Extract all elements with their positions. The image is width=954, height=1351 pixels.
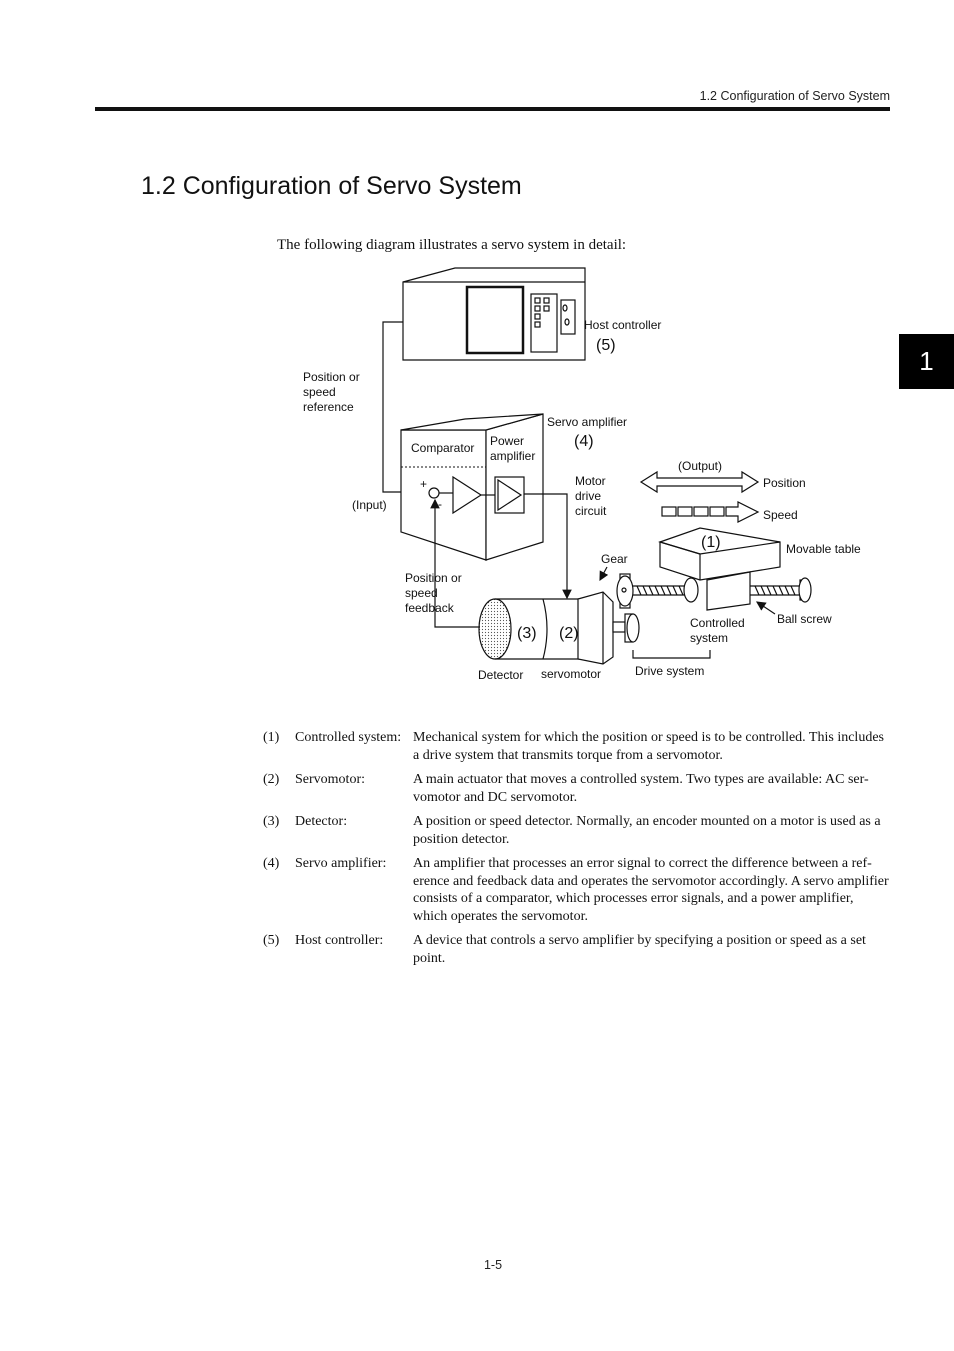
servo-amplifier-number: (4)	[574, 433, 594, 450]
host-controller-number: (5)	[596, 337, 616, 354]
definition-row	[263, 855, 890, 925]
position-label: Position	[763, 476, 806, 490]
definition-description: An amplifier that processes an error signal to correct the difference between a ref-erence and feedback data and operates the servomotor accordingly. A servo amplifier consists of a comparator, which processes error signals, and a power amplifier, which operates the servomotor.	[413, 856, 889, 924]
plus-sign: +	[420, 477, 428, 491]
host-controller-unit	[403, 268, 585, 360]
reference-label-line3: reference	[303, 400, 354, 414]
servo-system-diagram	[295, 262, 885, 692]
definition-description: A position or speed detector. Normally, an encoder mounted on a motor is used as a position detector.	[413, 814, 881, 847]
drive-system-label: Drive system	[635, 664, 705, 678]
input-label: (Input)	[352, 498, 387, 512]
feedback-label-line1: Position or	[405, 571, 462, 585]
motor-drive-label-line2: drive	[575, 489, 602, 503]
definition-number: (1)	[263, 730, 280, 745]
power-amplifier-label-line2: amplifier	[490, 449, 536, 463]
definition-number: (4)	[263, 856, 280, 871]
motor-drive-label-line3: circuit	[575, 504, 607, 518]
running-header: 1.2 Configuration of Servo System	[699, 89, 890, 103]
chapter-tab: 1	[899, 334, 954, 389]
speed-arrow	[662, 502, 758, 522]
definition-row	[263, 771, 890, 806]
definition-number: (5)	[263, 933, 280, 948]
intro-text: The following diagram illustrates a servo system in detail:	[277, 237, 627, 253]
section-title: 1.2 Configuration of Servo System	[141, 172, 522, 200]
definition-term: Servomotor:	[295, 772, 365, 787]
header-rule	[95, 107, 890, 111]
host-controller-label: Host controller	[584, 318, 662, 332]
definition-term: Controlled system:	[295, 730, 402, 745]
definition-description: A device that controls a servo amplifier by specifying a position or speed as a set point.	[413, 933, 866, 966]
definition-number: (2)	[263, 772, 280, 787]
definition-description: Mechanical system for which the position or speed is to be controlled. This includes a drive system that transmits torque from a servomotor.	[413, 730, 884, 763]
servo-amplifier-label: Servo amplifier	[547, 415, 628, 429]
gear-assembly	[617, 574, 693, 608]
feedback-label-line3: feedback	[405, 601, 454, 615]
definition-description: A main actuator that moves a controlled system. Two types are available: AC ser-vomotor and DC servomotor.	[413, 772, 869, 805]
detector-number: (3)	[517, 625, 537, 642]
definition-number: (3)	[263, 814, 280, 829]
gear-label: Gear	[601, 552, 628, 566]
motor-drive-label-line1: Motor	[575, 474, 606, 488]
minus-sign: -	[438, 497, 442, 511]
definition-row	[263, 932, 890, 967]
position-double-arrow	[641, 472, 758, 492]
definitions-list	[263, 729, 890, 974]
drive-system-bracket	[633, 650, 710, 658]
feedback-label-line2: speed	[405, 586, 438, 600]
definition-row	[263, 813, 890, 848]
detector-label: Detector	[478, 668, 524, 682]
comparator-label: Comparator	[411, 441, 475, 455]
power-amplifier-block	[495, 477, 524, 513]
controlled-system-label-line1: Controlled	[690, 616, 745, 630]
servomotor-label: servomotor	[541, 667, 602, 681]
movable-table-unit	[660, 528, 811, 610]
reference-label-line1: Position or	[303, 370, 360, 384]
speed-label: Speed	[763, 508, 798, 522]
power-amplifier-label-line1: Power	[490, 434, 525, 448]
ball-screw-label: Ball screw	[777, 612, 832, 626]
controlled-system-number: (1)	[701, 534, 721, 551]
servomotor-number: (2)	[559, 625, 579, 642]
definition-row	[263, 729, 890, 764]
definition-term: Detector:	[295, 814, 348, 829]
output-label: (Output)	[678, 459, 723, 473]
reference-label-line2: speed	[303, 385, 336, 399]
detector-end	[479, 599, 511, 659]
definition-term: Host controller:	[295, 933, 384, 948]
page-number: 1-5	[483, 1258, 503, 1272]
definition-term: Servo amplifier:	[295, 856, 387, 871]
movable-table-label: Movable table	[786, 542, 861, 556]
controlled-system-label-line2: system	[690, 631, 729, 645]
